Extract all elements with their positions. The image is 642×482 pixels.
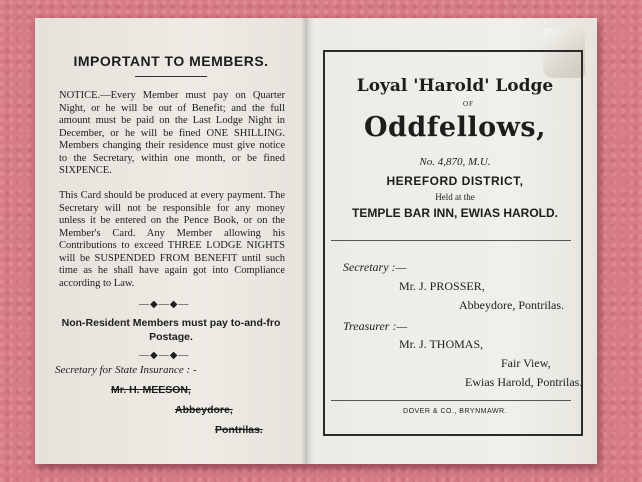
divider-rule [331,240,571,241]
card-fold-crease [301,18,313,464]
lodge-title: Loyal 'Harold' Lodge [356,76,554,96]
ornament-divider: —◆—◆— [139,299,190,310]
secretary-name: Mr. J. PROSSER, [399,279,485,293]
struck-secretary-name: Mr. H. MEESON, [111,384,191,396]
treasurer-name: Mr. J. THOMAS, [399,337,484,351]
secretary-label: Secretary :— [343,260,407,274]
card-paragraph: This Card should be produced at every payment. The Secretary will not be responsible for any money unless it be entered on the Pence Book, or on the Member's Card. Any Member allowing his Contributions to exceed THREE LODGE NIGHTS will be SUSPENDED FROM BENEFIT until such time as he shall have again got into Compliance according to Law. [59,190,285,289]
treasurer-label: Treasurer :— [343,319,408,333]
district-name: HEREFORD DISTRICT, [386,174,524,188]
card-front-panel [313,18,597,464]
treasurer-address-2: Ewias Harold, Pontrilas. [465,375,583,389]
membership-card [35,18,597,464]
treasurer-address-1: Fair View, [501,356,551,370]
card-back-panel [35,18,307,464]
struck-place-2: Pontrilas. [215,424,263,436]
nonresident-line-1: Non-Resident Members must pay to-and-fro [61,317,281,329]
oddfellows-title: Oddfellows, [364,112,546,143]
printer-credit: DOVER & CO., BRYNMAWR. [403,408,507,415]
state-insurance-label: Secretary for State Insurance : - [55,364,197,376]
inn-name: TEMPLE BAR INN, EWIAS HAROLD. [352,206,558,220]
of-label: OF [463,100,474,108]
important-heading: IMPORTANT TO MEMBERS. [73,53,269,69]
ornament-divider: —◆—◆— [139,350,190,361]
secretary-address: Abbeydore, Pontrilas. [459,298,564,312]
nonresident-line-2: Postage. [149,331,193,343]
lodge-number: No. 4,870, M.U. [419,156,491,168]
heading-rule [135,76,207,77]
notice-paragraph: NOTICE.—Every Member must pay on Quarter Night, or he will be out of Benefit; and the full amount must be paid on the Last Lodge Night in December, or he will be fined ONE SHILLING. Members changing their residence must give notice to the Secretary, within one month, or be fined SIXPENCE. [59,90,285,176]
bottom-rule [331,400,571,401]
held-at-label: Held at the [435,192,475,202]
struck-place-1: Abbeydore, [175,404,233,416]
